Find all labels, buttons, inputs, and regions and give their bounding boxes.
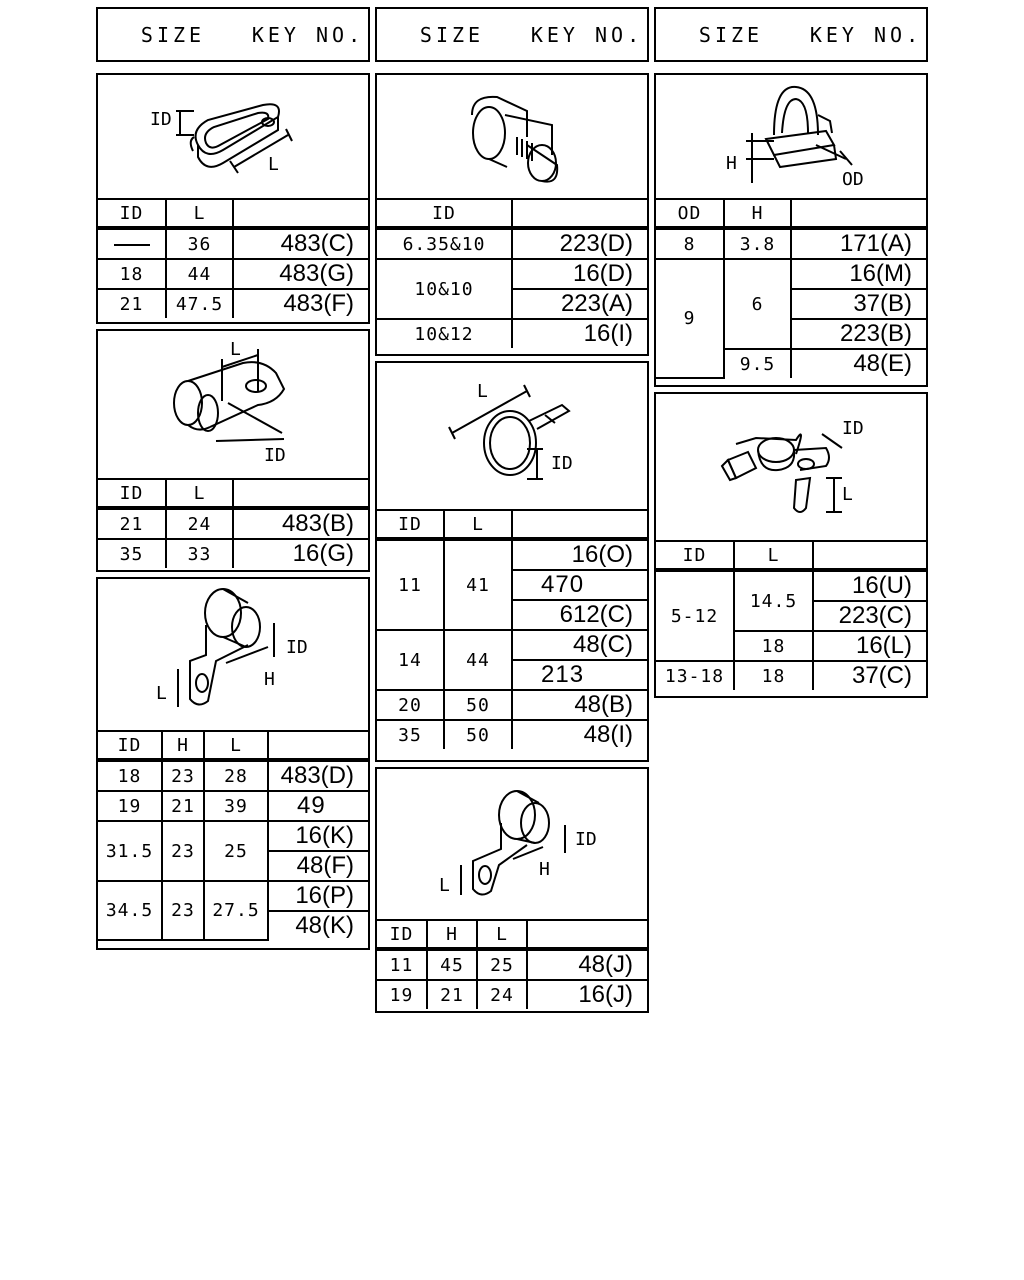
key-no: 16(M) — [791, 259, 926, 289]
dimension-label-l: L — [842, 484, 853, 505]
header-box-1 — [96, 7, 370, 62]
table-row — [98, 881, 368, 911]
cell-l: 24 — [166, 508, 233, 539]
dimension-label-id: ID — [551, 453, 573, 474]
key-no: 483(D) — [268, 760, 368, 791]
cell-l: 27.5 — [204, 881, 268, 940]
key-no: 48(E) — [791, 349, 926, 378]
dimension-label-h: H — [264, 669, 275, 690]
table-row — [98, 821, 368, 851]
cell-id: 13-18 — [656, 661, 734, 690]
key-no-header: KEY NO. — [530, 22, 644, 47]
panel-band-clamp — [375, 361, 649, 762]
cell-h: 23 — [162, 821, 204, 881]
table-row — [656, 228, 926, 259]
table-row — [98, 228, 368, 259]
column-header: L — [204, 732, 268, 760]
dimension-label-l: L — [156, 683, 167, 704]
p-clamp-table — [98, 732, 368, 941]
cell-l: 50 — [444, 720, 512, 749]
band-clamp-illustration — [377, 363, 647, 511]
dimension-label-od: OD — [842, 169, 864, 190]
column-header: ID — [98, 200, 166, 228]
header-box-2 — [375, 7, 649, 62]
cell-l: 44 — [444, 630, 512, 690]
cell-h: 3.8 — [724, 228, 791, 259]
cell-id: 34.5 — [98, 881, 162, 940]
column-header: ID — [98, 480, 166, 508]
cell-id: 21 — [98, 289, 166, 318]
cell-od: 8 — [656, 228, 724, 259]
size-header: SIZE — [140, 22, 206, 47]
table-header-row — [98, 732, 368, 760]
key-no: 223(B) — [791, 319, 926, 349]
table-header-row — [98, 480, 368, 508]
cell-l: 25 — [204, 821, 268, 881]
cell-id: 6.35&10 — [377, 228, 512, 259]
panel-push-clip — [654, 73, 928, 387]
column-header: H — [724, 200, 791, 228]
twin-clip-illustration — [377, 75, 647, 200]
cell-l: 18 — [734, 631, 813, 661]
table-row — [377, 720, 647, 749]
pin-clip-table — [656, 542, 926, 690]
p-clamp-2-table — [377, 921, 647, 1009]
column-header: L — [166, 480, 233, 508]
cell-l: 47.5 — [166, 289, 233, 318]
column-header: H — [162, 732, 204, 760]
key-no: 48(F) — [268, 851, 368, 881]
key-no: 16(U) — [813, 570, 926, 601]
dimension-label-l: L — [439, 875, 450, 896]
key-no: 223(D) — [512, 228, 647, 259]
cell-id: 18 — [98, 760, 162, 791]
double-clamp-illustration — [98, 75, 368, 200]
no-size-dash — [98, 228, 166, 259]
panel-pin-clip — [654, 392, 928, 698]
size-header: SIZE — [419, 22, 485, 47]
key-no: 483(B) — [233, 508, 368, 539]
table-row — [98, 259, 368, 289]
size-header: SIZE — [698, 22, 764, 47]
panel-twin-clip — [375, 73, 649, 356]
key-no: 16(L) — [813, 631, 926, 661]
table-header-row — [656, 542, 926, 570]
push-clip-table — [656, 200, 926, 379]
table-row — [377, 228, 647, 259]
column-header: H — [427, 921, 477, 949]
key-no: 213 — [512, 660, 647, 690]
column-header: ID — [377, 511, 444, 539]
table-row — [377, 630, 647, 660]
cell-l: 36 — [166, 228, 233, 259]
table-header-row — [98, 200, 368, 228]
loop-clamp-illustration — [98, 331, 368, 480]
column-header: ID — [377, 200, 512, 228]
cell-l: 14.5 — [734, 570, 813, 631]
cell-h: 21 — [162, 791, 204, 821]
dimension-label-l: L — [268, 154, 279, 175]
key-no: 49 — [268, 791, 368, 821]
column-header: ID — [98, 732, 162, 760]
column-header: OD — [656, 200, 724, 228]
cell-id: 11 — [377, 949, 427, 980]
band-clamp-table — [377, 511, 647, 749]
double-clamp-table — [98, 200, 368, 318]
panel-p-clamp — [96, 577, 370, 950]
key-no: 612(C) — [512, 600, 647, 630]
cell-h: 6 — [724, 259, 791, 349]
key-no: 48(C) — [512, 630, 647, 660]
key-no: 16(P) — [268, 881, 368, 911]
cell-id: 11 — [377, 539, 444, 630]
key-no: 37(B) — [791, 289, 926, 319]
table-row — [656, 259, 926, 289]
cell-od: 9 — [656, 259, 724, 378]
key-no: 16(J) — [527, 980, 647, 1009]
table-header-row — [377, 200, 647, 228]
key-no: 223(A) — [512, 289, 647, 319]
dimension-label-l: L — [230, 339, 241, 360]
cell-l: 18 — [734, 661, 813, 690]
panel-loop-clamp — [96, 329, 370, 572]
cell-l: 28 — [204, 760, 268, 791]
cell-l: 39 — [204, 791, 268, 821]
key-no: 16(O) — [512, 539, 647, 570]
key-no: 48(I) — [512, 720, 647, 749]
cell-id: 14 — [377, 630, 444, 690]
table-row — [377, 319, 647, 348]
cell-l: 41 — [444, 539, 512, 630]
cell-h: 23 — [162, 760, 204, 791]
cell-id: 35 — [98, 539, 166, 568]
key-no: 483(C) — [233, 228, 368, 259]
table-row — [377, 690, 647, 720]
column-header: ID — [656, 542, 734, 570]
p-clamp-illustration — [98, 579, 368, 732]
cell-l: 50 — [444, 690, 512, 720]
cell-id: 31.5 — [98, 821, 162, 881]
table-row — [377, 259, 647, 289]
pin-clip-illustration — [656, 394, 926, 542]
key-no: 16(D) — [512, 259, 647, 289]
key-no: 483(G) — [233, 259, 368, 289]
key-no: 470 — [512, 570, 647, 600]
cell-id: 19 — [377, 980, 427, 1009]
table-row — [98, 760, 368, 791]
cell-l: 44 — [166, 259, 233, 289]
key-no-header: KEY NO. — [809, 22, 923, 47]
key-no: 171(A) — [791, 228, 926, 259]
column-header: L — [444, 511, 512, 539]
key-no: 48(B) — [512, 690, 647, 720]
loop-clamp-table — [98, 480, 368, 568]
twin-clip-table — [377, 200, 647, 348]
dimension-label-id: ID — [264, 445, 286, 466]
table-row — [377, 980, 647, 1009]
dimension-label-h: H — [539, 859, 550, 880]
cell-id: 10&12 — [377, 319, 512, 348]
dimension-label-id: ID — [575, 829, 597, 850]
key-no: 16(G) — [233, 539, 368, 568]
key-no: 37(C) — [813, 661, 926, 690]
cell-id: 20 — [377, 690, 444, 720]
table-header-row — [656, 200, 926, 228]
panel-double-clamp — [96, 73, 370, 324]
header-box-3 — [654, 7, 928, 62]
column-header: ID — [377, 921, 427, 949]
table-header-row — [377, 921, 647, 949]
cell-id: 10&10 — [377, 259, 512, 319]
cell-l: 24 — [477, 980, 527, 1009]
column-header: L — [477, 921, 527, 949]
table-row — [377, 539, 647, 570]
push-clip-illustration — [656, 75, 926, 200]
cell-id: 35 — [377, 720, 444, 749]
p-clamp-2-illustration — [377, 769, 647, 921]
dimension-label-l: L — [477, 381, 488, 402]
cell-l: 25 — [477, 949, 527, 980]
table-row — [98, 508, 368, 539]
panel-p-clamp-2 — [375, 767, 649, 1013]
cell-id: 21 — [98, 508, 166, 539]
dimension-label-id: ID — [286, 637, 308, 658]
cell-id: 18 — [98, 259, 166, 289]
key-no: 48(J) — [527, 949, 647, 980]
table-row — [98, 289, 368, 318]
key-no: 223(C) — [813, 601, 926, 631]
table-row — [656, 661, 926, 690]
dimension-label-h: H — [726, 153, 737, 174]
key-no-header: KEY NO. — [251, 22, 365, 47]
cell-h: 23 — [162, 881, 204, 940]
cell-h: 9.5 — [724, 349, 791, 378]
key-no: 48(K) — [268, 911, 368, 940]
dimension-label-id: ID — [150, 109, 172, 130]
key-no: 483(F) — [233, 289, 368, 318]
dimension-label-id: ID — [842, 418, 864, 439]
table-header-row — [377, 511, 647, 539]
column-header: L — [166, 200, 233, 228]
cell-l: 33 — [166, 539, 233, 568]
cell-id: 19 — [98, 791, 162, 821]
cell-id: 5-12 — [656, 570, 734, 661]
table-row — [377, 949, 647, 980]
cell-h: 45 — [427, 949, 477, 980]
key-no: 16(I) — [512, 319, 647, 348]
column-header: L — [734, 542, 813, 570]
table-row — [98, 791, 368, 821]
table-row — [656, 570, 926, 601]
table-row — [98, 539, 368, 568]
cell-h: 21 — [427, 980, 477, 1009]
key-no: 16(K) — [268, 821, 368, 851]
